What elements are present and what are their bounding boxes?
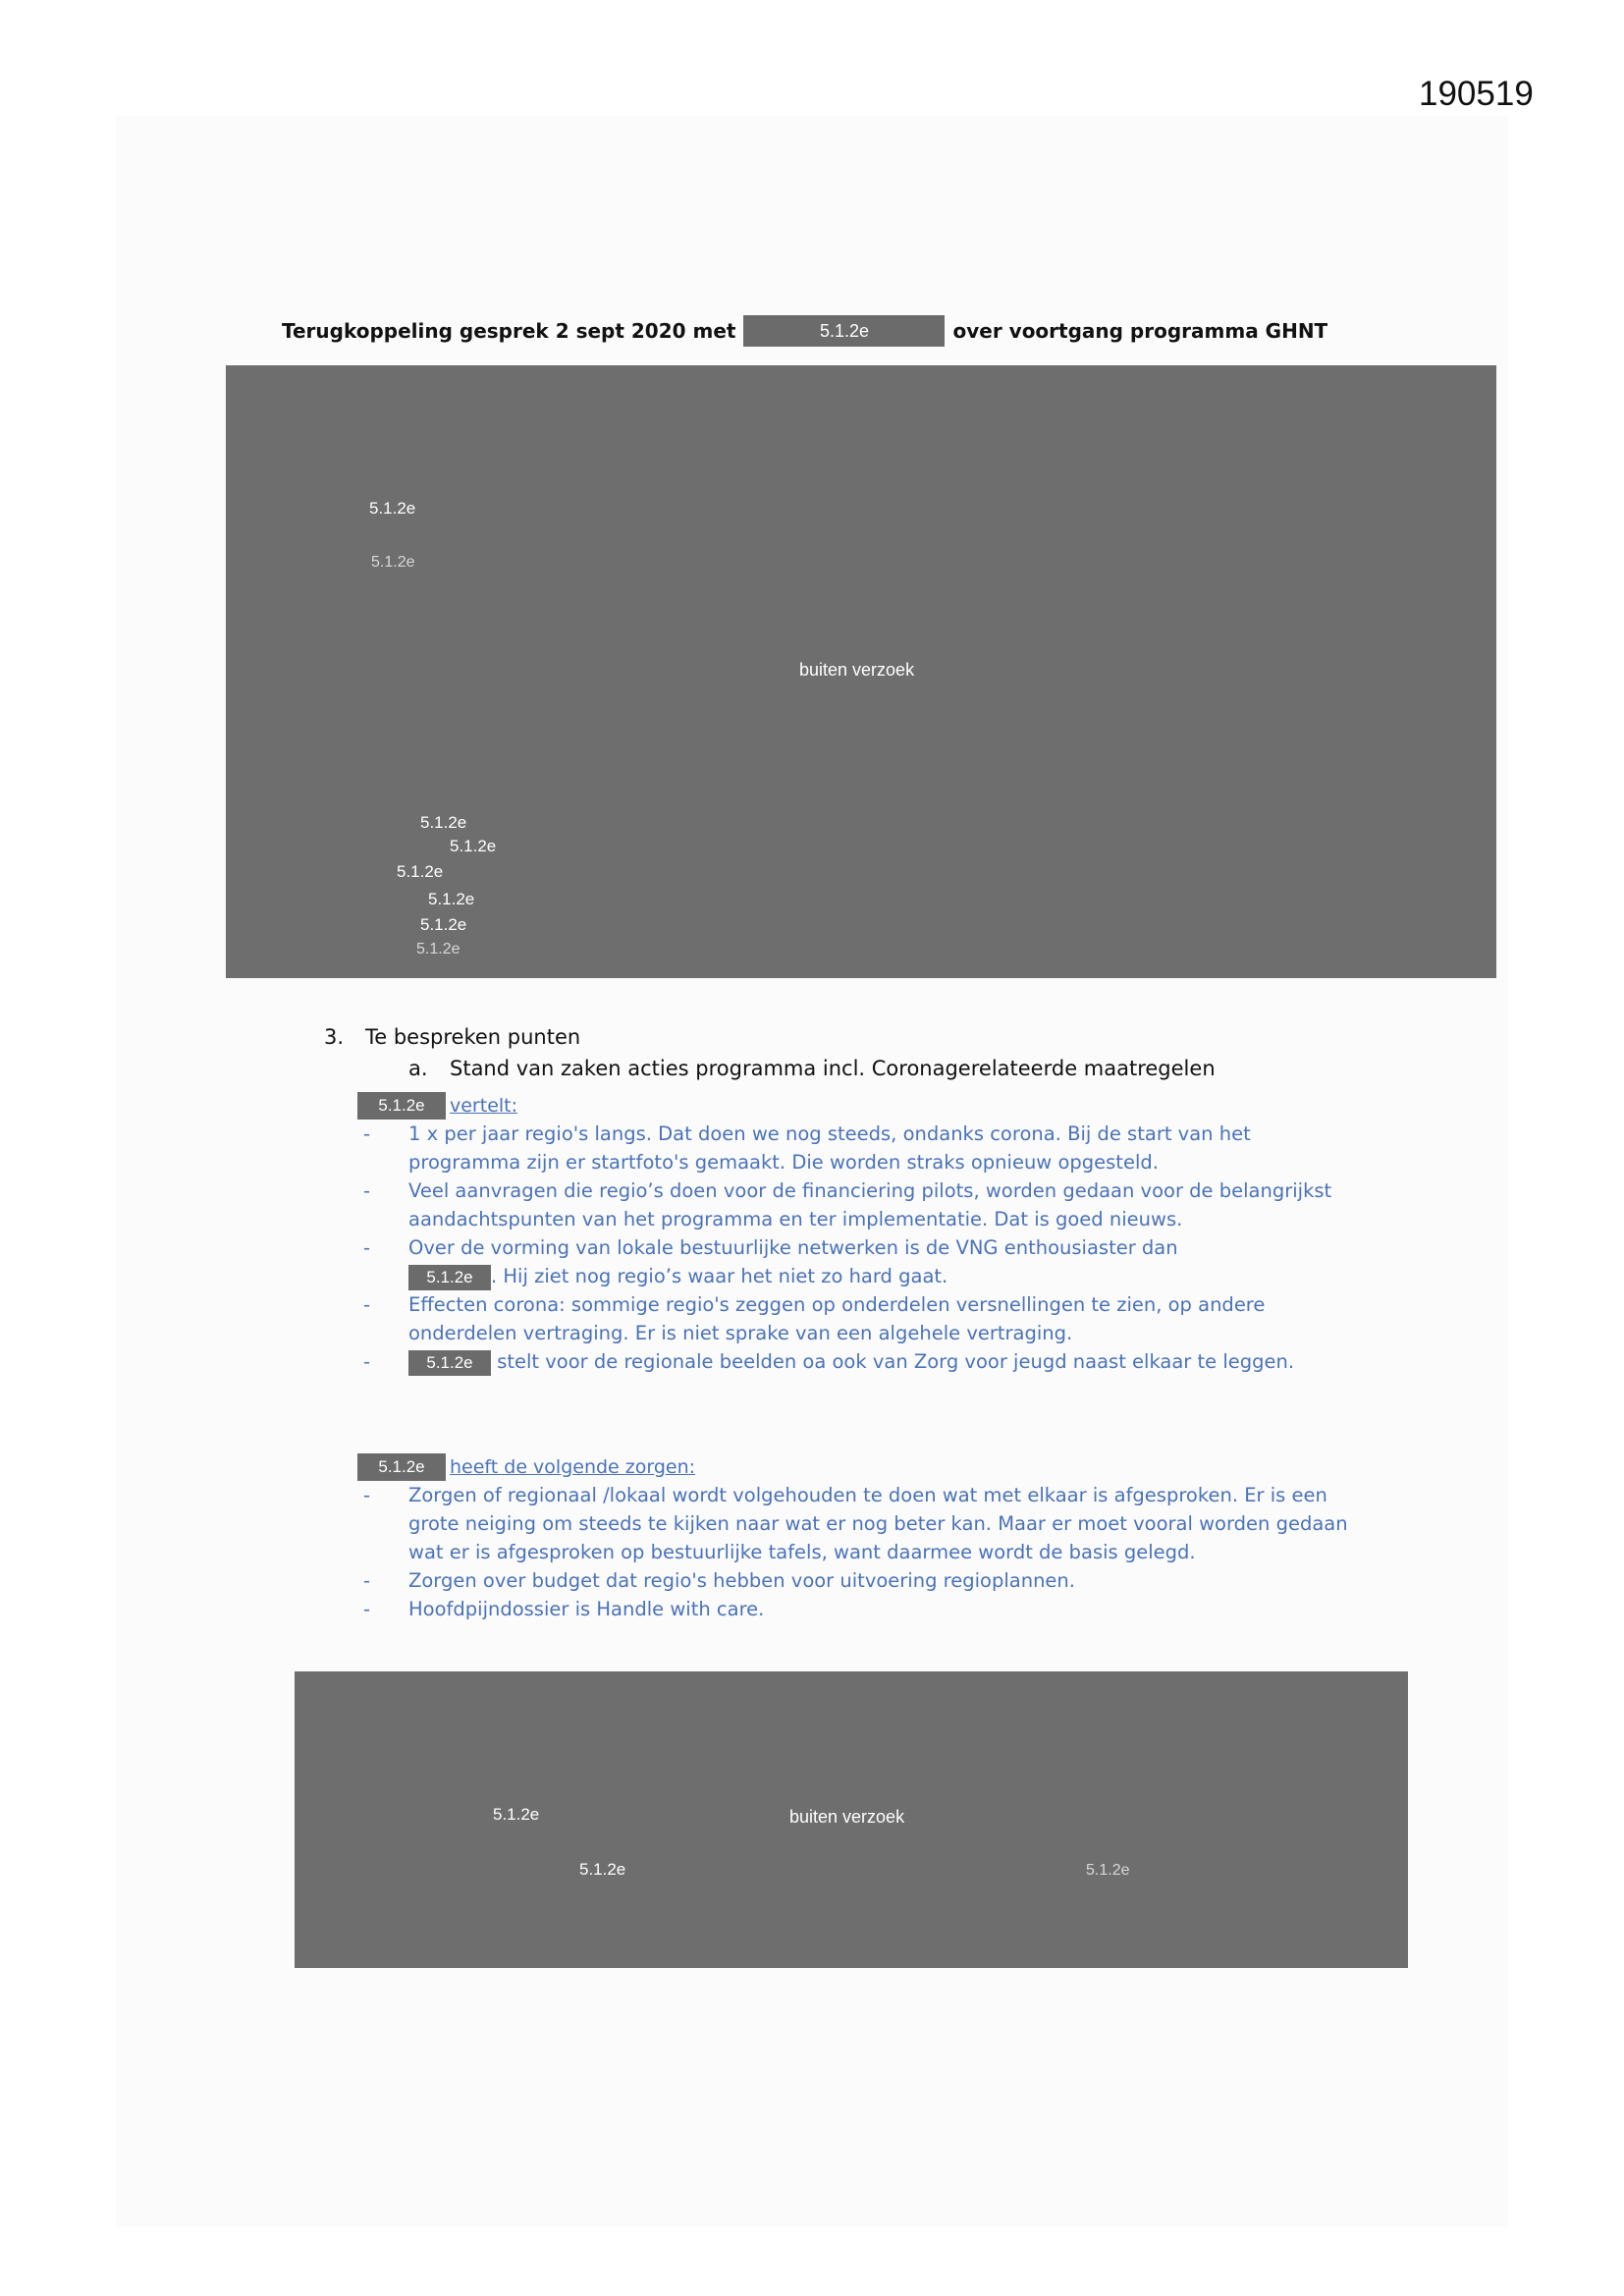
bullet-dash: - [363,1293,371,1316]
redaction-center-label: buiten verzoek [799,660,915,680]
section-number: 3. [324,1025,345,1049]
redaction-code: 5.1.2e [579,1860,626,1879]
list-item [363,1595,1365,1623]
redaction-code: 5.1.2e [1086,1862,1130,1879]
title-prefix: Terugkoppeling gesprek 2 sept 2020 met [282,319,736,343]
bullet-dash: - [363,1179,371,1202]
bullet-dash: - [363,1484,371,1506]
document-title [282,314,1327,348]
list-item [363,1120,1365,1176]
list-item-text: Over de vorming van lokale bestuurlijke netwerken is de VNG enthousiaster dan [408,1236,1178,1259]
speaker-line [357,1453,695,1481]
redaction-center-label: buiten verzoek [789,1807,905,1827]
list-item [363,1566,1365,1595]
redacted-block [295,1671,1408,1968]
redaction-box: 5.1.2e [743,315,945,347]
redaction-box: 5.1.2e [408,1265,491,1290]
redacted-block [226,365,1496,978]
list-item [363,1347,1365,1376]
speaker2-list [363,1481,1365,1623]
redaction-code: 5.1.2e [371,554,415,571]
redaction-box: 5.1.2e [357,1092,446,1120]
subsection-heading [408,1057,1216,1080]
redaction-code: 5.1.2e [428,890,475,908]
redaction-code: 5.1.2e [416,941,460,957]
bullet-dash: - [363,1236,371,1259]
list-item [363,1481,1365,1566]
list-item-text: 1 x per jaar regio's langs. Dat doen we nog steeds, ondanks corona. Bij de start van het programma zijn er startfoto's gemaakt. Die worden straks opnieuw opgesteld. [408,1122,1251,1174]
redaction-code: 5.1.2e [397,862,444,881]
section-heading [324,1025,580,1049]
bullet-dash: - [363,1569,371,1592]
redaction-code: 5.1.2e [450,837,497,855]
redaction-code: 5.1.2e [493,1805,540,1824]
list-item-text: Veel aanvragen die regio’s doen voor de financiering pilots, worden gedaan voor de belangrijkst aandachtspunten van het programma en ter implementatie. Dat is goed nieuws. [408,1179,1332,1230]
redaction-box: 5.1.2e [408,1350,491,1376]
speaker1-list [363,1120,1365,1376]
speaker-line [357,1092,517,1120]
redaction-code: 5.1.2e [369,499,416,518]
bullet-dash: - [363,1122,371,1145]
list-item-text: Effecten corona: sommige regio's zeggen op onderdelen versnellingen te zien, op andere onderdelen vertraging. Er is niet sprake van een algehele vertraging. [408,1293,1266,1344]
title-suffix: over voortgang programma GHNT [952,319,1328,343]
subsection-title: Stand van zaken acties programma incl. Coronagerelateerde maatregelen [450,1057,1216,1080]
list-item-text: Zorgen over budget dat regio's hebben voor uitvoering regioplannen. [408,1569,1075,1592]
list-item [363,1176,1365,1233]
list-item-text: Zorgen of regionaal /lokaal wordt volgehouden te doen wat met elkaar is afgesproken. Er is een grote neiging om steeds te kijken naar wat er nog beter kan. Maar er moet vooral worden gedaan wat er is afgesproken op bestuurlijke tafels, want daarmee wordt de basis gelegd. [408,1484,1348,1563]
speaker-label: heeft de volgende zorgen: [450,1456,696,1478]
subsection-letter: a. [408,1057,428,1080]
document-number: 190519 [1419,75,1534,113]
list-item-text: stelt voor de regionale beelden oa ook van Zorg voor jeugd naast elkaar te leggen. [497,1350,1295,1373]
redaction-code: 5.1.2e [420,915,467,934]
section-title: Te bespreken punten [365,1025,581,1049]
list-item [363,1290,1365,1347]
speaker-label: vertelt: [450,1095,518,1117]
list-item-text: . Hij ziet nog regio’s waar het niet zo hard gaat. [491,1265,948,1287]
redaction-code: 5.1.2e [420,813,467,832]
list-item-text: Hoofdpijndossier is Handle with care. [408,1598,765,1620]
redaction-box: 5.1.2e [357,1453,446,1481]
bullet-dash: - [363,1598,371,1620]
bullet-dash: - [363,1350,371,1373]
list-item [363,1233,1365,1290]
